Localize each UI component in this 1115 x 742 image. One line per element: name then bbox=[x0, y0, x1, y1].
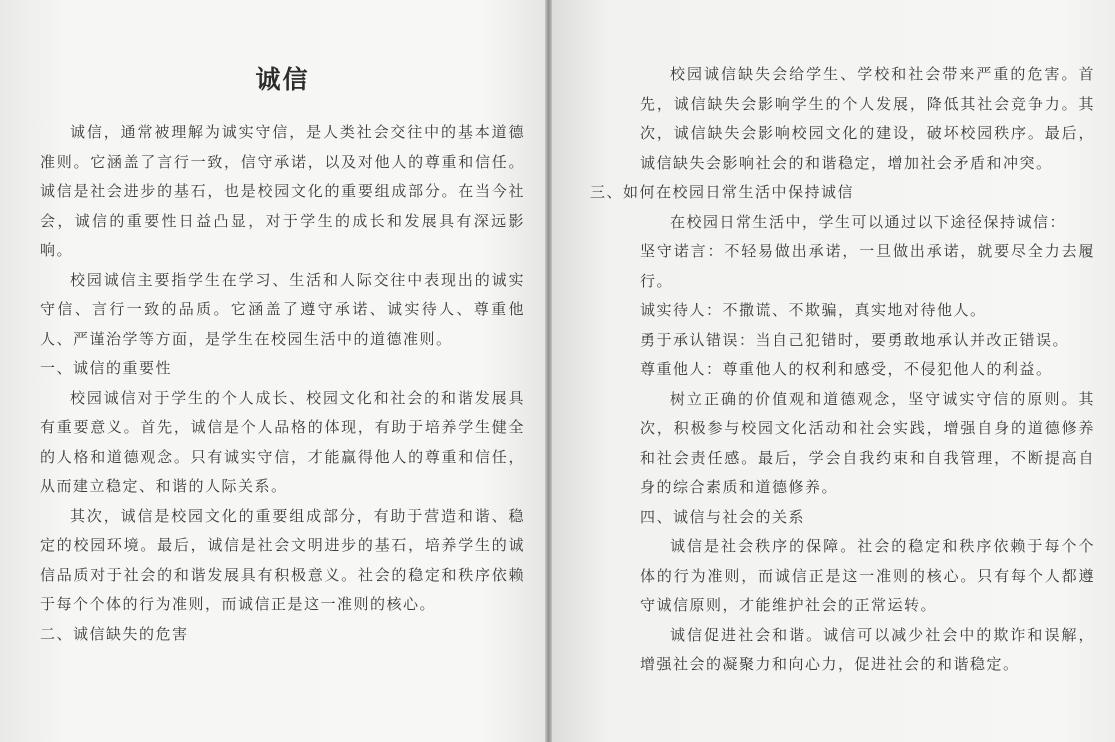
intro-paragraph-2: 校园诚信主要指学生在学习、生活和人际交往中表现出的诚实守信、言行一致的品质。它涵盖了遵守承诺、诚实待人、尊重他人、严谨治学等方面，是学生在校园生活中的道德准则。 bbox=[40, 270, 525, 348]
left-page bbox=[0, 0, 545, 742]
section-heading-3: 三、如何在校园日常生活中保持诚信 bbox=[590, 183, 855, 201]
document-title: 诚信 bbox=[255, 65, 310, 94]
section-4-paragraph-1: 诚信是社会秩序的保障。社会的稳定和秩序依赖于每个个体的行为准则，而诚信正是这一准则的核心。只有每个人都遵守诚信原则，才能维护社会的正常运转。 bbox=[640, 537, 1095, 614]
section-3-paragraph-2: 树立正确的价值观和道德观念，坚守诚实守信的原则。其次，积极参与校园文化活动和社会实践，增强自身的道德修养和社会责任感。最后，学会自我约束和自我管理，不断提高自身的综合素质和道德修养。 bbox=[640, 389, 1095, 496]
section-heading-2: 二、诚信缺失的危害 bbox=[40, 624, 189, 643]
list-item: 勇于承认错误：当自己犯错时，要勇敢地承认并改正错误。 bbox=[640, 330, 1070, 349]
section-heading-4: 四、诚信与社会的关系 bbox=[640, 507, 806, 526]
section-3-intro: 在校园日常生活中，学生可以通过以下途径保持诚信： bbox=[670, 212, 1067, 231]
section-4-paragraph-2: 诚信促进社会和谐。诚信可以减少社会中的欺诈和误解，增强社会的凝聚力和向心力，促进社会的和谐稳定。 bbox=[640, 625, 1095, 673]
section-1-paragraph-1: 校园诚信对于学生的个人成长、校园文化和社会的和谐发展具有重要意义。首先，诚信是个人品格的体现，有助于培养学生健全的人格和道德观念。只有诚实守信，才能赢得他人的尊重和信任，从而建立稳定、和谐的人际关系。 bbox=[40, 388, 525, 495]
list-item: 尊重他人：尊重他人的权利和感受，不侵犯他人的利益。 bbox=[640, 360, 1053, 378]
section-1-paragraph-2: 其次，诚信是校园文化的重要组成部分，有助于营造和谐、稳定的校园环境。最后，诚信是社会文明进步的基石，培养学生的诚信品质对于社会的和谐发展具有积极意义。社会的稳定和秩序依赖于每个个体的行为准则，而诚信正是这一准则的核心。 bbox=[40, 506, 525, 613]
book-gutter bbox=[545, 0, 552, 742]
section-heading-1: 一、诚信的重要性 bbox=[40, 359, 173, 377]
section-2-paragraph-1: 校园诚信缺失会给学生、学校和社会带来严重的危害。首先，诚信缺失会影响学生的个人发展，降低其社会竞争力。其次，诚信缺失会影响校园文化的建设，破坏校园秩序。最后，诚信缺失会影响社会的和谐稳定，增加社会矛盾和冲突。 bbox=[640, 65, 1095, 172]
list-item: 坚守诺言：不轻易做出承诺，一旦做出承诺，就要尽全力去履行。 bbox=[640, 242, 1095, 290]
intro-paragraph-1: 诚信，通常被理解为诚实守信，是人类社会交往中的基本道德准则。它涵盖了言行一致，信守承诺，以及对他人的尊重和信任。诚信是社会进步的基石，也是校园文化的重要组成部分。在当今社会，诚信的重要性日益凸显，对于学生的成长和发展具有深远影响。 bbox=[40, 123, 525, 259]
list-item: 诚实待人：不撒谎、不欺骗，真实地对待他人。 bbox=[640, 301, 987, 319]
right-page bbox=[552, 0, 1115, 742]
